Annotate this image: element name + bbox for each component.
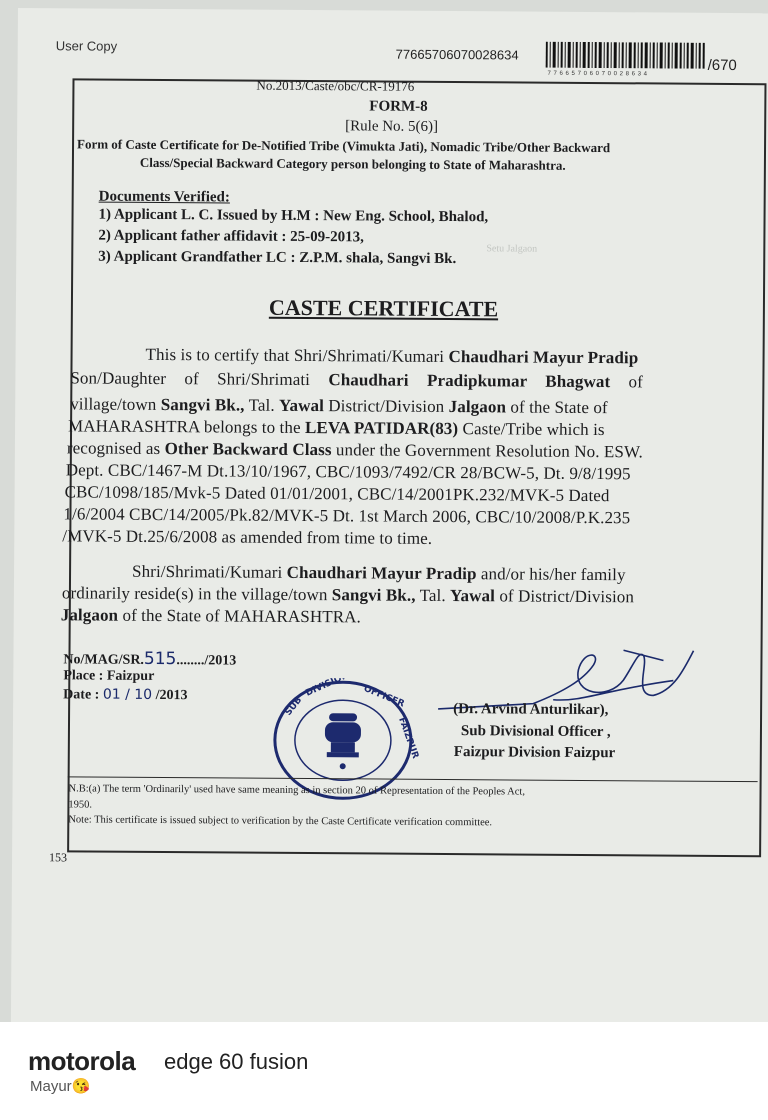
- kiss-emoji-icon: 😘: [71, 1078, 91, 1095]
- place: Place : Faizpur: [63, 668, 155, 684]
- barcode-small-digits: 7 7 6 6 5 7 0 6 0 7 0 0 2 8 6 3 4: [547, 70, 648, 78]
- certificate-text-line: CBC/1098/185/Mvk-5 Dated 01/01/2001, CBC/14/2001PK.232/MVK-5 Dated: [64, 482, 610, 506]
- certificate-text-line: village/town Sangvi Bk., Tal. Yawal District/Division Jalgaon of the State of: [70, 394, 608, 418]
- svg-text:SUB: SUB: [283, 695, 305, 718]
- phone-model: edge 60 fusion: [164, 1049, 309, 1074]
- phone-watermark-footer: [0, 1022, 768, 1120]
- documents-heading: Documents Verified:: [98, 188, 230, 206]
- document-item: 1) Applicant L. C. Issued by H.M : New Eng. School, Bhalod,: [98, 206, 489, 226]
- applicant-name: Chaudhari Mayur Pradip: [448, 347, 639, 368]
- issue-number: No/MAG/SR.515......../2013: [63, 648, 237, 670]
- certificate-text-line: 1/6/2004 CBC/14/2005/Pk.82/MVK-5 Dt. 1st March 2006, CBC/10/2008/P.K.235: [63, 504, 631, 528]
- certificate-text-line: MAHARASHTRA belongs to the LEVA PATIDAR(83) Caste/Tribe which is: [68, 416, 605, 440]
- barcode: [546, 42, 706, 69]
- certificate-text-line: Shri/Shrimati/Kumari Chaudhari Mayur Pradip and/or his/her family: [132, 561, 626, 585]
- caste-name: LEVA PATIDAR(83): [304, 418, 459, 439]
- svg-text:OFFICER: OFFICER: [362, 683, 406, 710]
- nb-note-line1: N.B:(a) The term 'Ordinarily' used have same meaning as in section 20 of Representation of the Peoples Act,: [68, 783, 526, 798]
- father-name: Chaudhari Pradipkumar Bhagwat: [328, 370, 611, 392]
- reference-number: No.2013/Caste/obc/CR-19176: [256, 77, 415, 94]
- certificate-text-line: ordinarily reside(s) in the village/town Sangvi Bk., Tal. Yawal of District/Division: [61, 583, 635, 607]
- officer-name: (Dr. Arvind Anturlikar),: [453, 701, 609, 719]
- handwritten-number: 515: [143, 648, 177, 670]
- certificate-paper: [11, 8, 768, 1022]
- watermark-text: Setu Jalgaon: [486, 243, 538, 255]
- caste-category: Other Backward Class: [164, 439, 332, 460]
- handwritten-date: 01 / 10: [102, 686, 153, 703]
- svg-text:DIVISIONAL: DIVISIONAL: [304, 677, 362, 699]
- certificate-text-line: Jalgaon of the State of MAHARASHTRA.: [60, 605, 361, 627]
- certificate-text-line: Dept. CBC/1467-M Dt.13/10/1967, CBC/1093/7492/CR 28/BCW-5, Dt. 9/8/1995: [65, 460, 631, 484]
- user-copy-label: User Copy: [55, 38, 118, 54]
- issue-date: Date : 01 / 10 /2013: [63, 686, 188, 704]
- certificate-text-line: /MVK-5 Dt.25/6/2008 as amended from time to time.: [62, 526, 433, 548]
- certificate-title: CASTE CERTIFICATE: [268, 294, 499, 322]
- officer-office: Faizpur Division Faizpur: [453, 744, 616, 762]
- form-description-line1: Form of Caste Certificate for De-Notified Tribe (Vimukta Jati), Nomadic Tribe/Other Backward: [77, 136, 611, 156]
- serial-tail: /670: [707, 56, 737, 75]
- form-number: FORM-8: [369, 98, 428, 115]
- phone-brand: motorola: [28, 1046, 136, 1076]
- rule-number: [Rule No. 5(6)]: [345, 118, 439, 135]
- page-number: 153: [49, 850, 68, 865]
- certificate-text-line: This is to certify that Shri/Shrimati/Kumari Chaudhari Mayur Pradip: [145, 344, 639, 368]
- nb-note-line2: 1950.: [68, 799, 93, 811]
- document-item: 3) Applicant Grandfather LC : Z.P.M. shala, Sangvi Bk.: [98, 248, 457, 268]
- form-description-line2: Class/Special Backward Category person belonging to State of Maharashtra.: [139, 154, 566, 173]
- barcode-icon: [546, 42, 706, 69]
- officer-title: Sub Divisional Officer ,: [460, 723, 611, 741]
- document-item: 2) Applicant father affidavit : 25-09-2013,: [98, 227, 365, 246]
- certificate-text-line: Son/Daughter of Shri/Shrimati Chaudhari Pradipkumar Bhagwat of: [70, 368, 644, 392]
- svg-text:FAIZPUR: FAIZPUR: [396, 716, 420, 761]
- photographer-name: Mayur😘: [30, 1078, 91, 1095]
- certificate-text-line: recognised as Other Backward Class under the Government Resolution No. ESW.: [66, 438, 643, 462]
- verification-note: Note: This certificate is issued subject to verification by the Caste Certificate verification committee.: [68, 814, 493, 829]
- barcode-number: 77665706070028634: [395, 46, 519, 63]
